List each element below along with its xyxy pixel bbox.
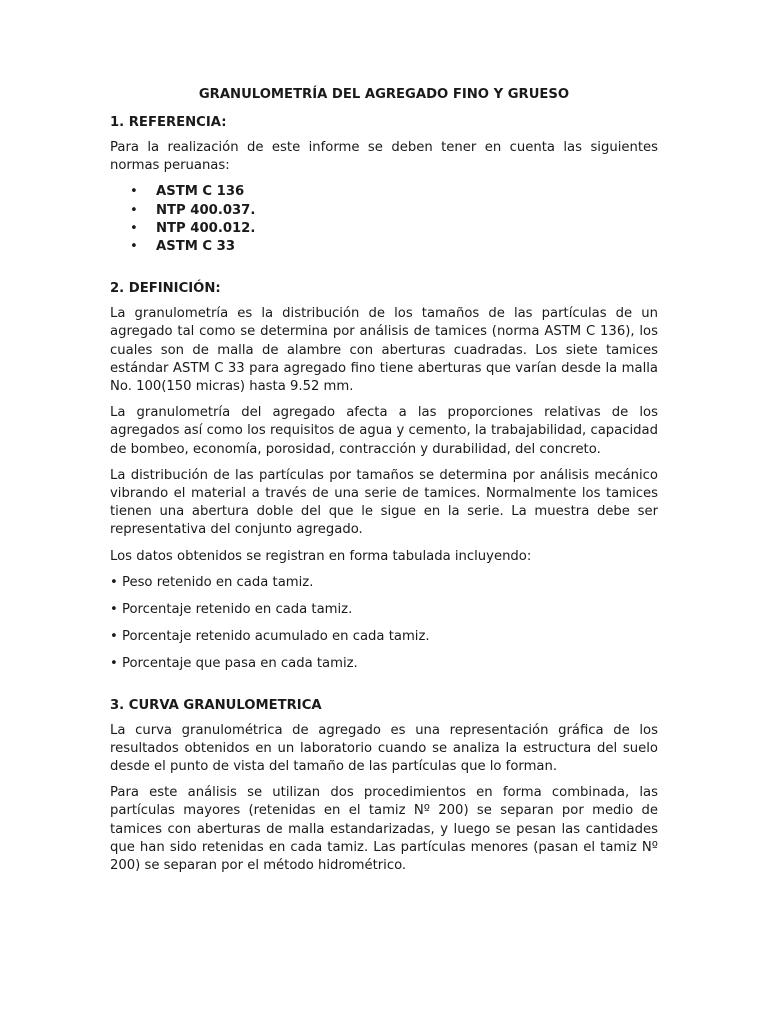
section-curva [110,697,658,876]
list-item: • ASTM C 33 [110,238,658,256]
list-item: • Porcentaje retenido en cada tamiz. [110,602,353,618]
paragraph: La distribución de las partículas por tamaños se determina por análisis mecánico vibrando el material a través de una serie de tamices. Normalmente los tamices tienen una abertura doble del que le sigue en la serie. La muestra debe ser representativa del conjunto agregado. [110,467,658,538]
section-definicion [110,280,658,673]
norms-list [110,183,658,256]
paragraph: Para este análisis se utilizan dos procedimientos en forma combinada, las partículas mayores (retenidas en el tamiz Nº 200) se separan por medio de tamices con aberturas de malla estandarizadas, y luego se pesan las cantidades que han sido retenidas en cada tamiz. Las partículas menores (pasan el tamiz Nº 200) se separan por el método hidrométrico. [110,785,658,874]
paragraph: La curva granulométrica de agregado es una representación gráfica de los resultados obtenidos en un laboratorio cuando se analiza la estructura del suelo desde el punto de vista del tamaño de las partículas que lo forman. [110,722,658,775]
list-item: • ASTM C 136 [110,183,658,201]
section-heading: 1. REFERENCIA: [110,115,227,130]
list-item: • Peso retenido en cada tamiz. [110,574,314,590]
spacer [110,683,658,697]
paragraph: Para la realización de este informe se deben tener en cuenta las siguientes normas peruanas: [110,140,658,174]
paragraph: Los datos obtenidos se registran en forma tabulada incluyendo: [110,548,532,564]
section-referencia [110,114,658,256]
document-title: GRANULOMETRÍA DEL AGREGADO FINO Y GRUESO [198,87,570,102]
list-item: • NTP 400.012. [110,220,658,238]
paragraph: La granulometría es la distribución de los tamaños de las partículas de un agregado tal como se determina por análisis de tamices (norma ASTM C 136), los cuales son de malla de alambre con aberturas cuadradas. Los siete tamices estándar ASTM C 33 para agregado fino tiene aberturas que varían desde la malla No. 100(150 micras) hasta 9.52 mm. [110,306,658,395]
list-item: • Porcentaje retenido acumulado en cada tamiz. [110,629,430,645]
paragraph: La granulometría del agregado afecta a las proporciones relativas de los agregados así como los requisitos de agua y cemento, la trabajabilidad, capacidad de bombeo, economía, porosidad, contracción y durabilidad, del concreto. [110,405,658,457]
section-heading: 2. DEFINICIÓN: [110,281,221,297]
list-item: • Porcentaje que pasa en cada tamiz. [110,656,358,672]
list-item: • NTP 400.037. [110,202,658,220]
section-heading: 3. CURVA GRANULOMETRICA [110,697,322,713]
